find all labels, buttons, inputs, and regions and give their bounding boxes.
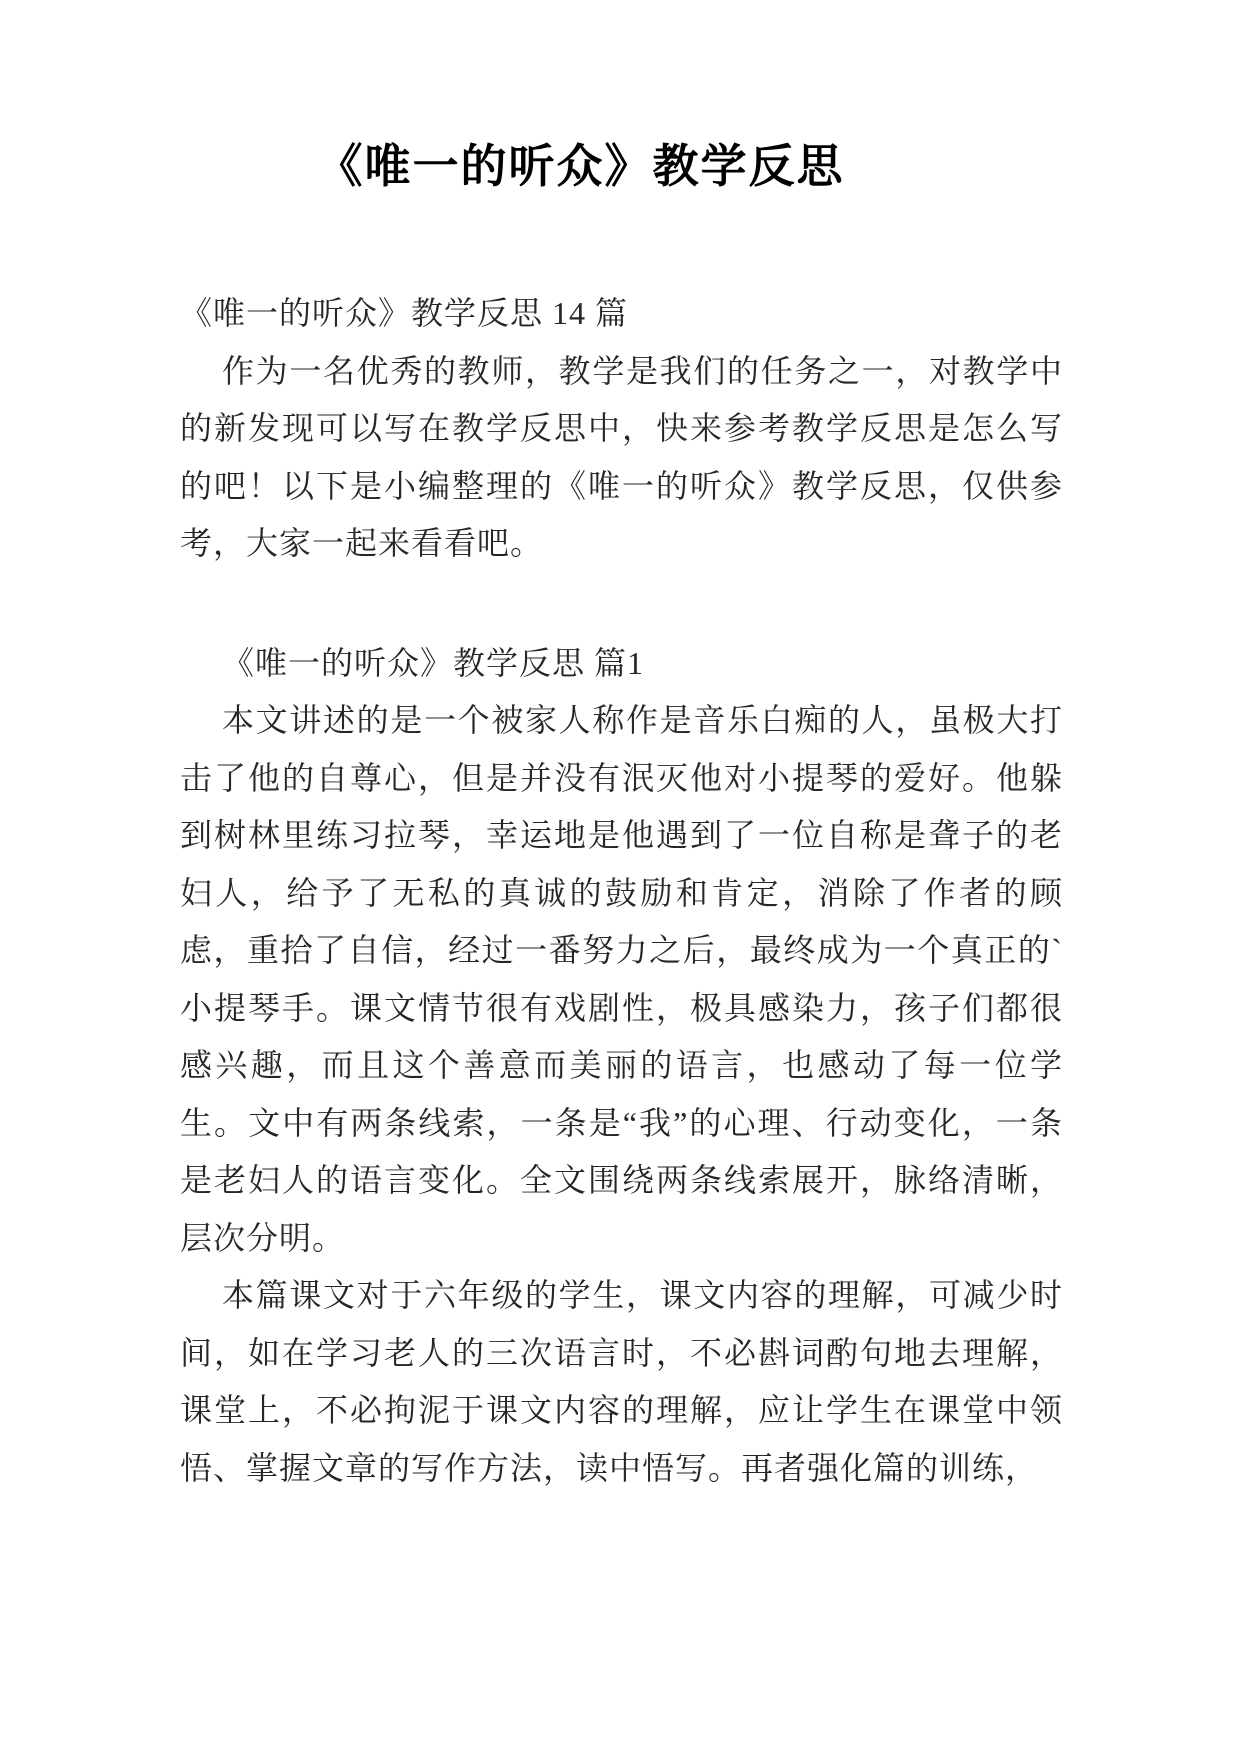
section-heading: 《唯一的听众》教学反思 篇1 — [222, 644, 645, 681]
section-body — [180, 635, 1063, 1498]
intro-paragraph: 作为一名优秀的教师，教学是我们的任务之一，对教学中的新发现可以写在教学反思中，快来参考教学反思是怎么写的吧！以下是小编整理的《唯一的听众》教学反思，仅供参考，大家一起来看看吧。 — [180, 352, 1063, 561]
document-title: 《唯一的听众》教学反思 — [316, 141, 845, 192]
body-paragraph-1: 本文讲述的是一个被家人称作是音乐白痴的人，虽极大打击了他的自尊心，但是并没有泯灭他对小提琴的爱好。他躲到树林里练习拉琴，幸运地是他遇到了一位自称是聋子的老妇人，给予了无私的真诚的鼓励和肯定，消除了作者的顾虑，重拾了自信，经过一番努力之后，最终成为一个真正的`小提琴手。课文情节很有戏剧性，极具感染力，孩子们都很感兴趣，而且这个善意而美丽的语言，也感动了每一位学生。文中有两条线索，一条是“我”的心理、行动变化，一条是老妇人的语言变化。全文围绕两条线索展开，脉络清晰，层次分明。 — [180, 702, 1063, 1256]
document-subtitle: 《唯一的听众》教学反思 14 篇 — [180, 295, 629, 331]
body-paragraph-2: 本篇课文对于六年级的学生，课文内容的理解，可减少时间，如在学习老人的三次语言时，不必斟词酌句地去理解，课堂上，不必拘泥于课文内容的理解，应让学生在课堂中领悟、掌握文章的写作方法，读中悟写。再者强化篇的训练， — [180, 1277, 1063, 1486]
document-content — [180, 0, 1063, 1497]
